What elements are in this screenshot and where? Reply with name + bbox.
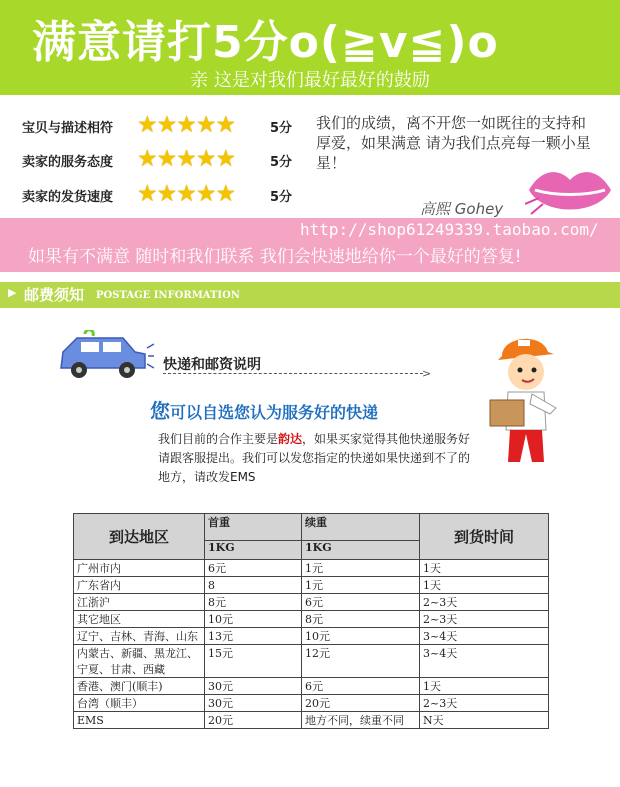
cell-extra: 6元 [302,594,420,611]
courier-icon [484,322,564,476]
cell-time: 2~3天 [420,611,549,628]
cell-extra: 8元 [302,611,420,628]
shop-url-link[interactable]: http://shop61249339.taobao.com/ [300,220,599,239]
postage-title-en: POSTAGE INFORMATION [96,290,240,301]
table-row [74,560,549,577]
cell-region: 广州市内 [74,560,205,577]
postage-section-bar [0,282,620,308]
choose-courier-line [150,395,378,424]
header-delivery-time: 到货时间 [420,514,549,560]
table-row [74,594,549,611]
choose-big-char: 您 [150,399,170,423]
cell-region: 江浙沪 [74,594,205,611]
signature: 高熙 Gohey [420,200,504,218]
triangle-right-icon: ▶ [8,286,17,299]
cell-time: 1天 [420,678,549,695]
cell-first: 6元 [205,560,302,577]
cell-region: 台湾（顺丰） [74,695,205,712]
table-row [74,695,549,712]
car-icon [55,330,155,389]
partner-post: ，如果买家觉得其他快递服务好请跟客服提出。我们可以发您指定的快递如果快递到不了的地方，请改发EMS [158,432,471,484]
postage-table [73,513,549,729]
header-title: 满意请打5分o(≧v≦)o [32,17,499,68]
choose-text: 可以自选您认为服务好的快递 [170,403,379,422]
cell-time: 3~4天 [420,628,549,645]
cell-first: 30元 [205,678,302,695]
star-rating-icon: ★★★★★ [137,112,236,138]
cell-time: 2~3天 [420,695,549,712]
cell-region: 其它地区 [74,611,205,628]
rating-label: 卖家的发货速度 [22,190,114,205]
rating-score: 5分 [270,190,293,205]
cell-time: 2~3天 [420,594,549,611]
postage-title: 邮费须知 [24,286,85,304]
cell-first: 20元 [205,712,302,729]
table-row [74,577,549,594]
cell-first: 30元 [205,695,302,712]
header-extra-unit: 1KG [302,541,420,560]
cell-extra: 10元 [302,628,420,645]
header-first-weight: 首重 [205,514,302,541]
lips-icon [525,160,615,226]
cell-time: N天 [420,712,549,729]
cell-first: 10元 [205,611,302,628]
cell-region: 广东省内 [74,577,205,594]
rating-label: 宝贝与描述相符 [22,121,114,136]
rating-score: 5分 [270,121,293,136]
divider [163,373,423,374]
rating-note: 我们的成绩，离不开您一如既往的支持和厚爱，如果满意 请为我们点亮每一颗小星星！ [316,114,591,172]
header-subtitle: 亲 这是对我们最好最好的鼓励 [190,70,430,91]
cell-extra: 1元 [302,560,420,577]
cell-extra: 1元 [302,577,420,594]
table-row [74,712,549,729]
cell-first: 15元 [205,645,302,678]
cell-first: 8 [205,577,302,594]
cell-time: 1天 [420,577,549,594]
partner-note [158,430,478,487]
express-heading: 快递和邮资说明 [163,357,261,373]
cell-time: 3~4天 [420,645,549,678]
rating-label: 卖家的服务态度 [22,155,114,170]
cell-region: 香港、澳门(顺丰) [74,678,205,695]
star-rating-icon: ★★★★★ [137,181,236,207]
rating-row-description [22,112,307,138]
rating-score: 5分 [270,155,293,170]
cell-extra: 12元 [302,645,420,678]
partner-pre: 我们目前的合作主要是 [158,432,279,446]
cell-extra: 20元 [302,695,420,712]
table-row [74,645,549,678]
partner-name: 韵达 [278,432,303,446]
star-rating-icon: ★★★★★ [137,146,236,172]
table-row [74,678,549,695]
rating-row-service [22,146,307,172]
cell-region: 辽宁、吉林、青海、山东 [74,628,205,645]
table-row [74,611,549,628]
table-row [74,628,549,645]
header-region: 到达地区 [74,514,205,560]
rating-row-shipping [22,181,307,207]
cell-first: 8元 [205,594,302,611]
cell-time: 1天 [420,560,549,577]
cell-extra: 6元 [302,678,420,695]
arrow-right-icon: > [422,367,432,380]
header-extra-weight: 续重 [302,514,420,541]
cell-region: EMS [74,712,205,729]
header-first-unit: 1KG [205,541,302,560]
contact-text: 如果有不满意 随时和我们联系 我们会快速地给你一个最好的答复! [28,247,522,267]
cell-extra: 地方不同，续重不同 [302,712,420,729]
cell-region: 内蒙古、新疆、黑龙江、宁夏、甘肃、西藏 [74,645,205,678]
cell-first: 13元 [205,628,302,645]
